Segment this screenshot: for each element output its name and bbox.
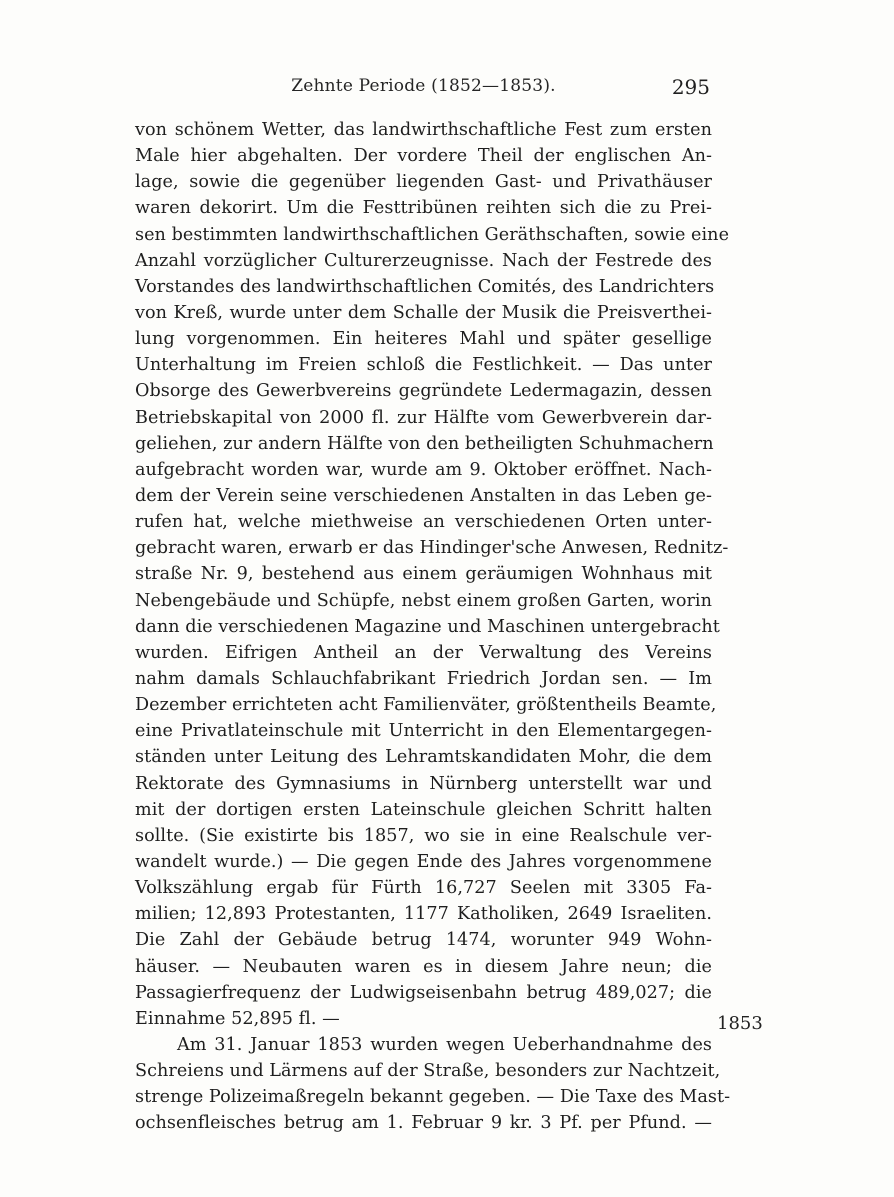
text-line: Passagierfrequenz der Ludwigseisenbahn betrug 489,027; die	[135, 982, 712, 1003]
text-line: wurden. Eifrigen Antheil an der Verwaltung des Vereins	[135, 642, 712, 663]
text-line: Dezember errichteten acht Familienväter, größtentheils Beamte,	[135, 695, 717, 716]
running-head: Zehnte Periode (1852—1853).	[291, 76, 556, 96]
page-number: 295	[671, 75, 710, 99]
text-line: rufen hat, welche miethweise an verschiedenen Orten unter-	[135, 512, 712, 533]
text-line: dann die verschiedenen Magazine und Maschinen untergebracht	[135, 616, 720, 637]
text-line: aufgebracht worden war, wurde am 9. Oktober eröffnet. Nach-	[135, 459, 712, 480]
text-line: sen bestimmten landwirthschaftlichen Geräthschaften, sowie eine	[135, 224, 730, 245]
body-text	[135, 117, 731, 1136]
text-line: Rektorate des Gymnasiums in Nürnberg unterstellt war und	[135, 773, 712, 794]
text-line: waren dekorirt. Um die Festtribünen reihten sich die zu Prei-	[135, 198, 712, 219]
text-line: Einnahme 52,895 fl. —	[135, 1008, 340, 1029]
text-line: Die Zahl der Gebäude betrug 1474, worunter 949 Wohn-	[135, 930, 712, 951]
text-line: nahm damals Schlauchfabrikant Friedrich Jordan sen. — Im	[135, 668, 712, 689]
text-line: sollte. (Sie existirte bis 1857, wo sie in eine Realschule ver-	[135, 825, 712, 846]
text-line: Am 31. Januar 1853 wurden wegen Ueberhandnahme des	[177, 1034, 712, 1055]
text-line: straße Nr. 9, bestehend aus einem geräumigen Wohnhaus mit	[135, 564, 712, 585]
text-line: ständen unter Leitung des Lehramtskandidaten Mohr, die dem	[135, 747, 712, 768]
text-line: Unterhaltung im Freien schloß die Festlichkeit. — Das unter	[135, 355, 712, 376]
text-line: Anzahl vorzüglicher Culturerzeugnisse. Nach der Festrede des	[135, 250, 712, 271]
text-line: milien; 12,893 Protestanten, 1177 Katholiken, 2649 Israeliten.	[135, 904, 712, 925]
text-line: lung vorgenommen. Ein heiteres Mahl und später gesellige	[135, 329, 712, 350]
text-line: gebracht waren, erwarb er das Hindinger'sche Anwesen, Rednitz-	[135, 538, 729, 559]
text-line: lage, sowie die gegenüber liegenden Gast- und Privathäuser	[135, 172, 712, 193]
text-line: Schreiens und Lärmens auf der Straße, besonders zur Nachtzeit,	[135, 1061, 721, 1082]
text-line: ochsenfleisches betrug am 1. Februar 9 kr. 3 Pf. per Pfund. —	[135, 1113, 712, 1134]
text-line: mit der dortigen ersten Lateinschule gleichen Schritt halten	[135, 799, 712, 820]
page-header	[135, 76, 712, 102]
text-line: strenge Polizeimaßregeln bekannt gegeben. — Die Taxe des Mast-	[135, 1087, 731, 1108]
text-line: von schönem Wetter, das landwirthschaftliche Fest zum ersten	[135, 120, 712, 140]
text-line: Nebengebäude und Schüpfe, nebst einem großen Garten, worin	[135, 590, 712, 611]
text-line: wandelt wurde.) — Die gegen Ende des Jahres vorgenommene	[135, 851, 712, 872]
text-line: Vorstandes des landwirthschaftlichen Comités, des Landrichters	[135, 276, 715, 297]
text-line: geliehen, zur andern Hälfte von den betheiligten Schuhmachern	[135, 433, 714, 454]
text-line: eine Privatlateinschule mit Unterricht in den Elementargegen-	[135, 721, 712, 742]
text-line: Volkszählung ergab für Fürth 16,727 Seelen mit 3305 Fa-	[135, 878, 712, 899]
text-line: häuser. — Neubauten waren es in diesem Jahre neun; die	[135, 956, 712, 977]
text-line: Male hier abgehalten. Der vordere Theil der englischen An-	[135, 146, 712, 167]
text-line: Betriebskapital von 2000 fl. zur Hälfte vom Gewerbverein dar-	[135, 407, 712, 428]
text-line: von Kreß, wurde unter dem Schalle der Musik die Preisverthei-	[135, 302, 712, 323]
margin-year-note: 1853	[717, 1013, 763, 1034]
text-line: Obsorge des Gewerbvereins gegründete Ledermagazin, dessen	[135, 381, 712, 402]
text-line: dem der Verein seine verschiedenen Anstalten in das Leben ge-	[135, 485, 712, 506]
